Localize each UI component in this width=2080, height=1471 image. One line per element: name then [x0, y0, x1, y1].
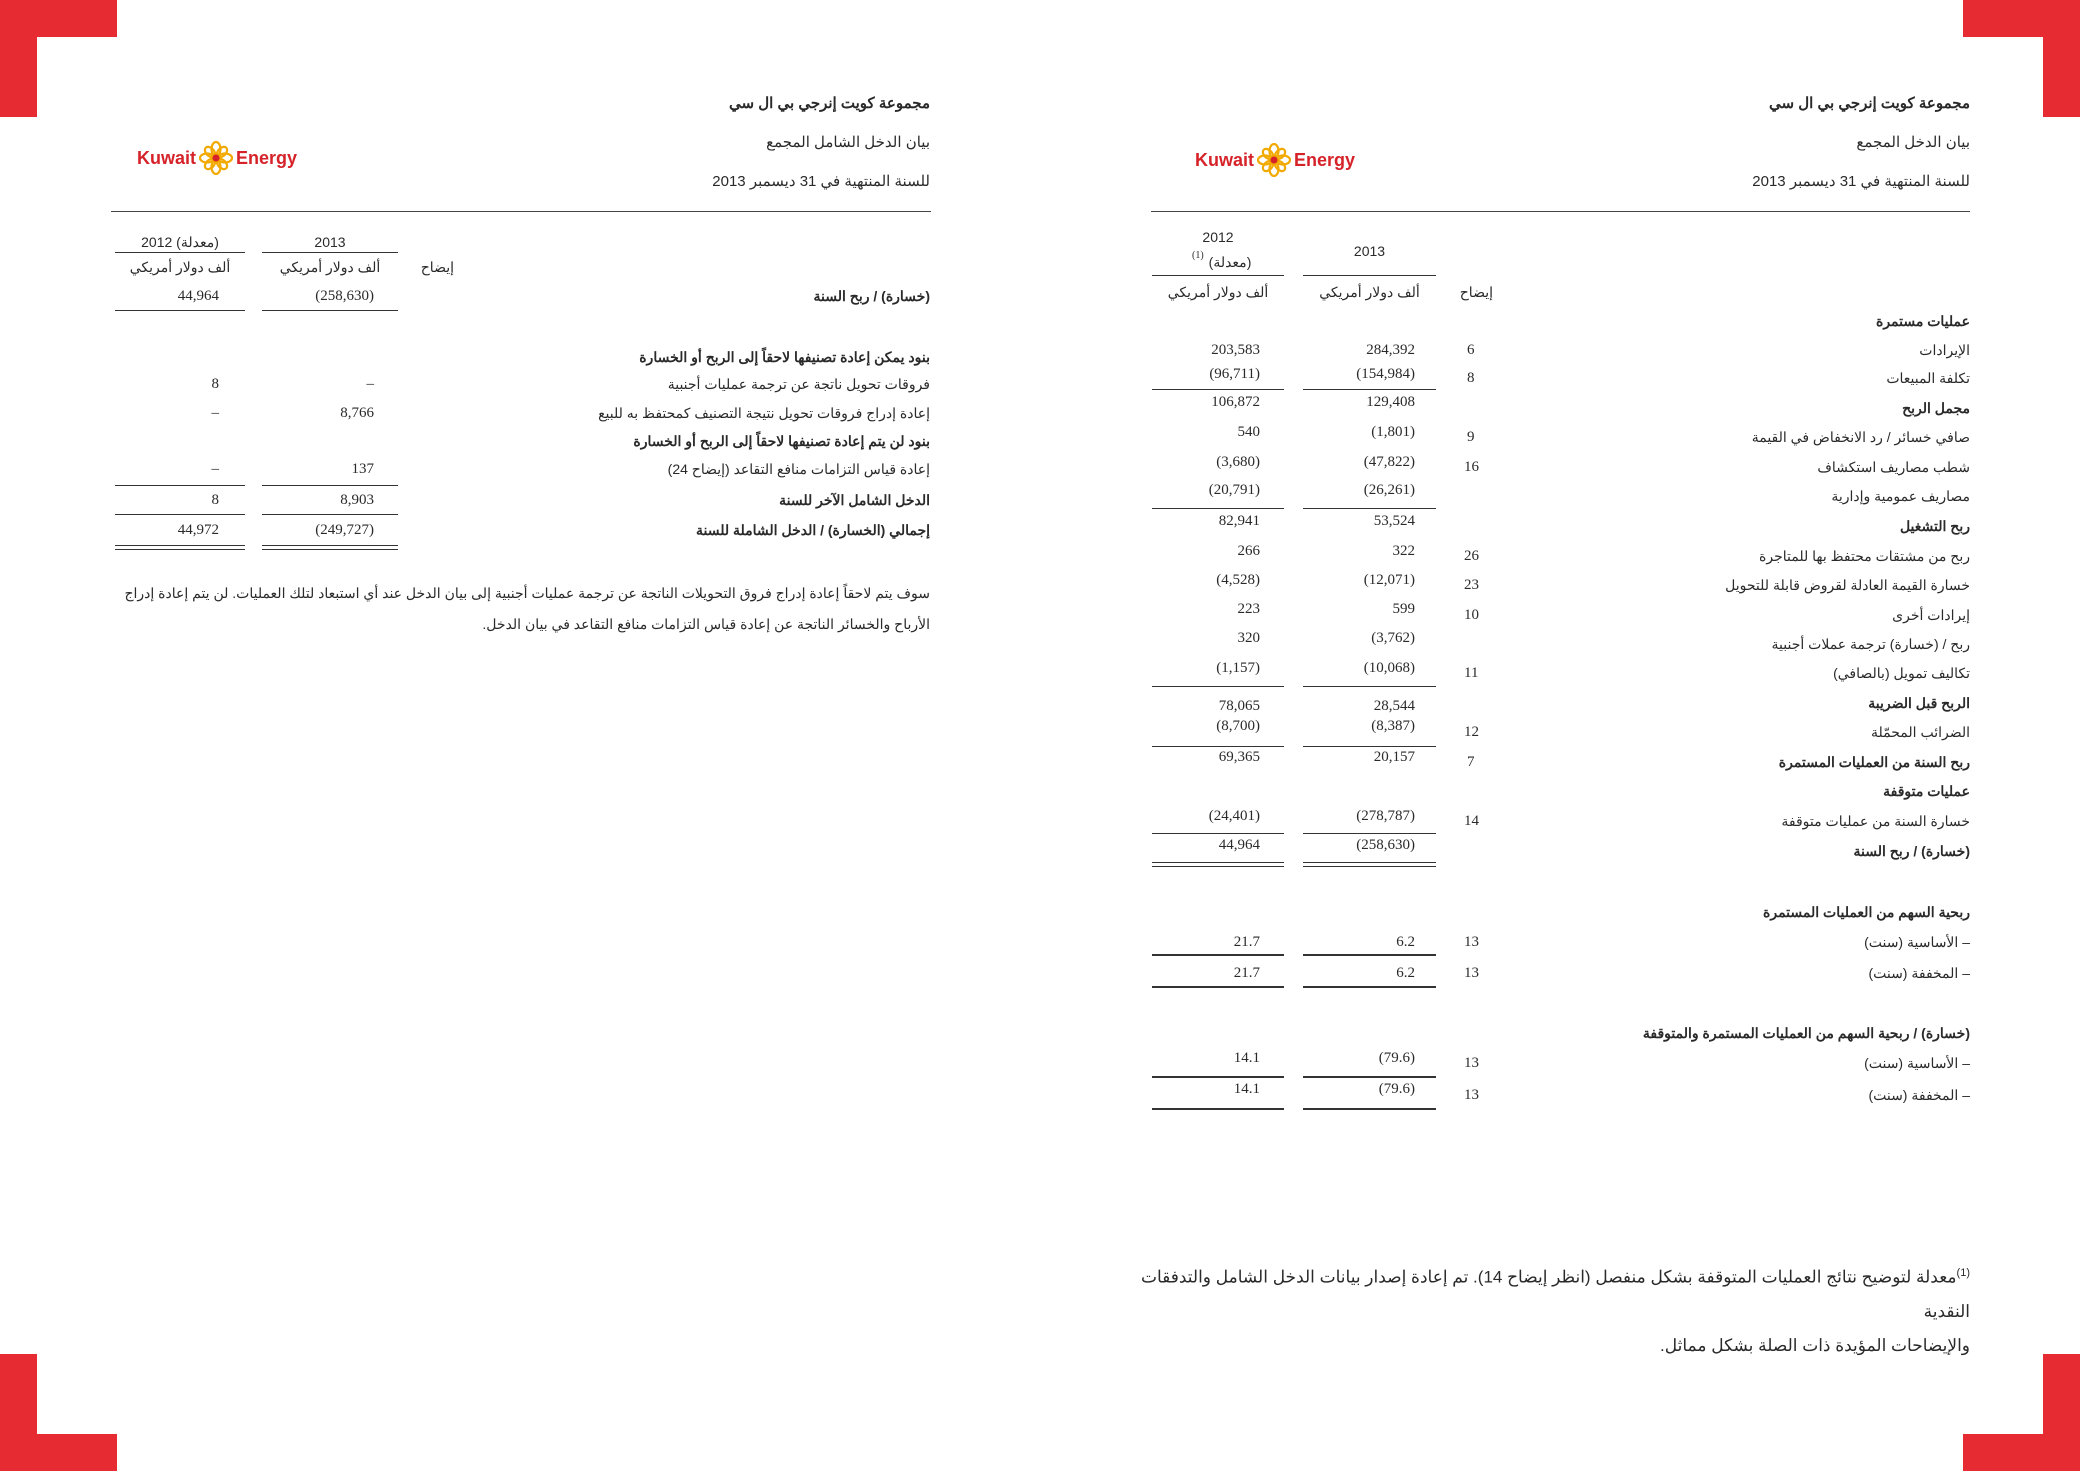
right-unit-2013: ألف دولار أمريكي [1319, 284, 1420, 300]
right-row-2013: (278,787) [1356, 808, 1415, 824]
left-col-2013: 2013 [314, 234, 346, 250]
right-row-label: خسارة القيمة العادلة لقروض قابلة للتحويل [1725, 577, 1970, 593]
right-row-note: 23 [1464, 577, 1479, 593]
right-row-label: خسارة السنة من عمليات متوقفة [1781, 813, 1970, 829]
right-section-heading: عمليات مستمرة [1875, 313, 1970, 329]
rule [262, 514, 398, 515]
left-row-2012: 44,972 [177, 522, 219, 538]
right-row-label: إيرادات أخرى [1892, 607, 1970, 623]
left-explanatory-paragraph: سوف يتم لاحقاً إعادة إدراج فروق التحويلات الناتجة عن ترجمة عمليات أجنبية إلى بيان الدخل عند أي استبعاد لتلك العمليات. لن يتم إعادة إدراج الأرباح والخسائر الناتجة عن إعادة قياس التزامات منافع التقاعد في بيان الدخل. [124, 585, 930, 632]
right-col-2013-rule [1303, 275, 1436, 276]
left-row-2012: – [211, 461, 219, 477]
rule [115, 485, 245, 486]
right-section-heading: عمليات متوقفة [1883, 783, 1970, 799]
left-row-label: (خسارة) / ربح السنة [813, 288, 930, 304]
right-row-2013: 28,544 [1373, 698, 1415, 714]
left-row-2013: 8,903 [340, 492, 374, 508]
right-row-label: – المخففة (سنت) [1868, 965, 1970, 981]
right-row-note: 13 [1464, 1055, 1479, 1071]
right-row-2013: 6.2 [1396, 965, 1415, 981]
right-row-2013: 284,392 [1366, 342, 1415, 358]
rule [115, 549, 245, 550]
right-row-label: ربح التشغيل [1899, 518, 1970, 534]
right-statement-title: بيان الدخل المجمع [1856, 134, 1970, 151]
right-row-note: 13 [1464, 934, 1479, 950]
footnote-line-1: معدلة لتوضيح نتائج العمليات المتوقفة بشكل منفصل (انظر إيضاح 14). تم إعادة إصدار بيانات الدخل الشامل والتدفقات النقدية [1140, 1267, 1970, 1321]
right-row-2013: (79.6) [1378, 1050, 1415, 1066]
rule [1152, 686, 1284, 687]
right-row-2012: 82,941 [1218, 513, 1260, 529]
left-unit-2012: ألف دولار أمريكي [129, 259, 231, 275]
rule [1152, 508, 1284, 509]
right-row-label: الضرائب المحمّلة [1871, 724, 1970, 740]
rule [1303, 746, 1436, 747]
right-row-note: 10 [1464, 607, 1479, 623]
right-row-note: 12 [1464, 724, 1479, 740]
right-row-2013: 53,524 [1373, 513, 1415, 529]
right-header-rule [1151, 211, 1970, 212]
rule [1152, 986, 1284, 988]
left-section-heading: بنود لن يتم إعادة تصنيفها لاحقاً إلى الربح أو الخسارة [633, 433, 930, 449]
right-row-2012: 540 [1237, 424, 1260, 440]
right-row-2012: 69,365 [1218, 749, 1260, 765]
right-row-2013: 6.2 [1396, 934, 1415, 950]
right-brand-logo [1195, 143, 1355, 177]
crop-mark-bottom-left-v [0, 1354, 37, 1471]
rule [115, 545, 245, 546]
rule [1152, 746, 1284, 747]
right-row-2013: (26,261) [1363, 482, 1415, 498]
right-row-note: 8 [1467, 370, 1475, 386]
left-brand-logo [137, 141, 297, 175]
right-row-2012: 21.7 [1233, 965, 1260, 981]
right-row-note: 9 [1467, 429, 1475, 445]
logo-text-kuwait: Kuwait [1195, 149, 1255, 170]
left-row-2013: (258,630) [315, 288, 374, 304]
rule [1152, 954, 1284, 956]
rule [1303, 1076, 1436, 1078]
rule [1303, 389, 1436, 390]
right-col-restated: (معدلة) [1208, 254, 1252, 270]
right-row-2013: 599 [1392, 601, 1415, 617]
left-statement-title: بيان الدخل الشامل المجمع [766, 134, 930, 151]
left-company-name: مجموعة كويت إنرجي بي ال سي [729, 95, 930, 112]
right-row-2013: (154,984) [1356, 366, 1415, 382]
crop-mark-bottom-right-v [2043, 1354, 2080, 1471]
right-row-2012: (20,791) [1208, 482, 1260, 498]
rule [1303, 508, 1436, 509]
rule [262, 310, 398, 311]
right-row-2013: (79.6) [1378, 1081, 1415, 1097]
right-row-2012: (24,401) [1208, 808, 1260, 824]
rule [1152, 1076, 1284, 1078]
rule [1303, 866, 1436, 867]
left-row-label: إعادة إدراج فروقات تحويل نتيجة التصنيف كمحتفظ به للبيع [598, 405, 930, 421]
rule [1152, 833, 1284, 834]
right-row-label: تكاليف تمويل (بالصافي) [1833, 665, 1970, 681]
right-row-note: 6 [1467, 342, 1475, 358]
right-row-label: (خسارة) / ربح السنة [1853, 843, 1970, 859]
flower-icon [199, 141, 233, 175]
right-unit-2012: ألف دولار أمريكي [1167, 284, 1269, 300]
rule [262, 485, 398, 486]
right-row-2013: (3,762) [1371, 630, 1415, 646]
left-row-label: الدخل الشامل الآخر للسنة [779, 492, 930, 508]
left-col-2013-rule [262, 252, 398, 253]
right-row-label: تكلفة المبيعات [1886, 370, 1970, 386]
right-row-2012: 266 [1237, 543, 1260, 559]
left-col-2012-rule [115, 252, 245, 253]
right-row-2013: 322 [1392, 543, 1415, 559]
right-row-label: الإيرادات [1919, 342, 1970, 358]
rule [262, 545, 398, 546]
right-row-label: صافي خسائر / رد الانخفاض في القيمة [1751, 429, 1970, 445]
logo-text-energy: Energy [236, 147, 298, 168]
right-row-label: الربح قبل الضريبة [1868, 695, 1970, 711]
left-row-2012: 8 [211, 492, 219, 508]
left-row-2012: 44,964 [177, 288, 219, 304]
left-row-label: إجمالي (الخسارة) / الدخل الشاملة للسنة [696, 522, 930, 538]
left-statement-period: للسنة المنتهية في 31 ديسمبر 2013 [712, 173, 930, 190]
right-row-2013: 129,408 [1366, 394, 1415, 410]
left-row-2012: – [211, 405, 219, 421]
right-col-2013: 2013 [1353, 243, 1386, 259]
left-row-2013: 137 [351, 461, 374, 477]
right-section-heading: (خسارة) / ربحية السهم من العمليات المستمرة والمتوقفة [1642, 1025, 1970, 1041]
right-row-2013: (1,801) [1371, 424, 1415, 440]
left-unit-2013: ألف دولار أمريكي [279, 259, 381, 275]
left-row-2013: – [366, 376, 374, 392]
right-col-2012: 2012 [1202, 229, 1234, 245]
right-row-label: – المخففة (سنت) [1868, 1087, 1970, 1103]
right-row-2013: (8,387) [1371, 718, 1415, 734]
right-row-note: 16 [1464, 459, 1479, 475]
rule [115, 514, 245, 515]
right-row-label: – الأساسية (سنت) [1864, 1055, 1970, 1071]
left-section-heading: بنود يمكن إعادة تصنيفها لاحقاً إلى الربح أو الخسارة [639, 349, 930, 365]
right-row-2012: 21.7 [1233, 934, 1260, 950]
left-header-rule [111, 211, 931, 212]
rule [1303, 1108, 1436, 1110]
crop-mark-top-right-v [2043, 0, 2080, 117]
left-row-label: إعادة قياس التزامات منافع التقاعد (إيضاح 24) [667, 461, 930, 477]
rule [262, 549, 398, 550]
flower-icon [1257, 143, 1291, 177]
rule [1303, 833, 1436, 834]
right-row-2012: 78,065 [1218, 698, 1260, 714]
right-row-2012: (1,157) [1216, 660, 1260, 676]
right-row-label: ربح من مشتقات محتفظ بها للمتاجرة [1759, 548, 1970, 564]
left-row-2013: (249,727) [315, 522, 374, 538]
right-company-name: مجموعة كويت إنرجي بي ال سي [1769, 95, 1970, 112]
right-row-2013: (12,071) [1363, 572, 1415, 588]
right-row-label: ربح السنة من العمليات المستمرة [1778, 754, 1970, 770]
right-col-footnote-marker: (1) [1192, 250, 1204, 261]
left-col-2012: 2012 (معدلة) [141, 234, 219, 250]
left-row-2012: 8 [211, 376, 219, 392]
right-col-2012-rule [1152, 275, 1284, 276]
right-note-col-header: إيضاح [1459, 284, 1493, 300]
right-row-2012: (96,711) [1209, 366, 1260, 382]
rule [1303, 686, 1436, 687]
right-row-note: 14 [1464, 813, 1479, 829]
right-row-label: – الأساسية (سنت) [1864, 934, 1970, 950]
rule [1303, 862, 1436, 863]
right-row-2013: 20,157 [1373, 749, 1415, 765]
right-row-label: شطب مصاريف استكشاف [1817, 459, 1970, 475]
crop-mark-top-left-v [0, 0, 37, 117]
rule [115, 310, 245, 311]
rule [1152, 866, 1284, 867]
right-statement-period: للسنة المنتهية في 31 ديسمبر 2013 [1752, 173, 1970, 190]
left-row-2013: 8,766 [340, 405, 374, 421]
right-row-2012: 14.1 [1233, 1050, 1260, 1066]
right-row-2013: (47,822) [1363, 454, 1415, 470]
right-row-2013: (10,068) [1363, 660, 1415, 676]
right-row-2012: 223 [1237, 601, 1260, 617]
right-row-2012: 106,872 [1211, 394, 1260, 410]
right-footnote [1110, 1256, 1970, 1363]
right-row-note: 11 [1464, 665, 1479, 681]
right-row-note: 13 [1464, 1087, 1479, 1103]
right-row-2012: (8,700) [1216, 718, 1260, 734]
footnote-marker: (1) [1956, 1267, 1970, 1279]
right-row-label: مجمل الربح [1902, 400, 1970, 416]
right-row-note: 26 [1464, 548, 1479, 564]
right-row-2012: (4,528) [1216, 572, 1260, 588]
right-row-label: ربح / (خسارة) ترجمة عملات أجنبية [1771, 636, 1970, 652]
rule [1303, 954, 1436, 956]
right-row-note: 7 [1467, 754, 1475, 770]
right-row-2012: 14.1 [1233, 1081, 1260, 1097]
right-section-heading: ربحية السهم من العمليات المستمرة [1763, 904, 1970, 920]
right-row-2012: (3,680) [1216, 454, 1260, 470]
logo-text-energy: Energy [1294, 149, 1356, 170]
right-row-2012: 203,583 [1211, 342, 1260, 358]
right-row-2012: 320 [1237, 630, 1260, 646]
rule [1152, 1108, 1284, 1110]
footnote-line-2: والإيضاحات المؤيدة ذات الصلة بشكل مماثل. [1660, 1335, 1970, 1355]
rule [1152, 862, 1284, 863]
left-note-col-header: إيضاح [420, 259, 454, 275]
rule [1303, 986, 1436, 988]
right-row-note: 13 [1464, 965, 1479, 981]
right-row-2013: (258,630) [1356, 837, 1415, 853]
logo-text-kuwait: Kuwait [137, 147, 197, 168]
right-row-label: مصاريف عمومية وإدارية [1831, 488, 1970, 504]
left-row-label: فروقات تحويل ناتجة عن ترجمة عمليات أجنبية [667, 376, 930, 392]
rule [1152, 389, 1284, 390]
right-row-2012: 44,964 [1218, 837, 1260, 853]
